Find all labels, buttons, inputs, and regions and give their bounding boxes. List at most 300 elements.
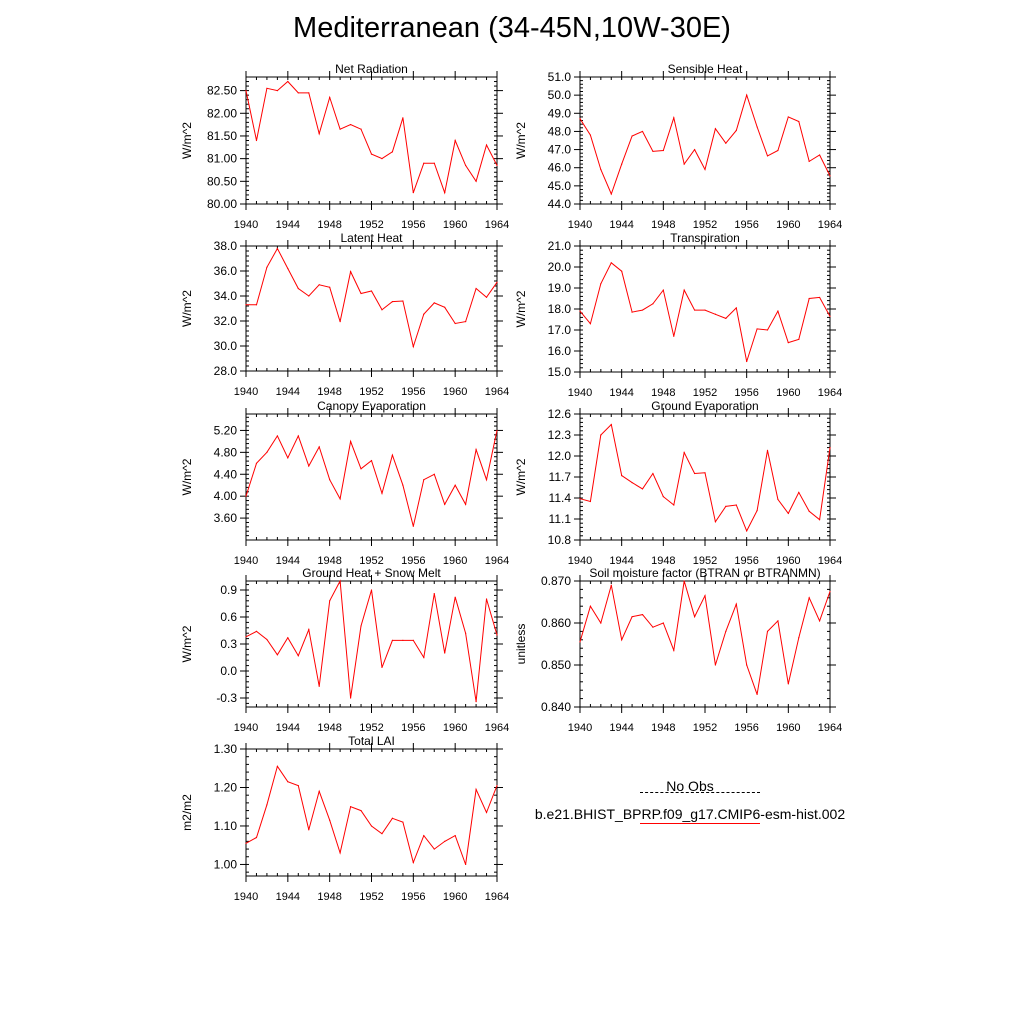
data-point xyxy=(475,288,476,289)
data-point xyxy=(684,452,685,453)
data-point xyxy=(704,169,705,170)
series-line xyxy=(580,581,830,694)
data-point xyxy=(423,163,424,164)
x-tick-label: 1940 xyxy=(233,555,259,567)
data-point xyxy=(340,852,341,853)
data-point xyxy=(777,311,778,312)
y-tick-label: 48.0 xyxy=(547,124,571,139)
data-point xyxy=(277,90,278,91)
data-point xyxy=(329,820,330,821)
figure-title: Mediterranean (34-45N,10W-30E) xyxy=(293,12,731,44)
data-point xyxy=(319,446,320,447)
y-tick-label: 81.00 xyxy=(206,151,237,166)
data-point xyxy=(350,271,351,272)
data-point xyxy=(642,309,643,310)
data-point xyxy=(756,510,757,511)
data-point xyxy=(287,637,288,638)
data-point xyxy=(600,434,601,435)
data-point xyxy=(590,134,591,135)
panel-title: Ground Heat + Snow Melt xyxy=(302,566,441,580)
panel-title: Soil moisture factor (BTRAN or BTRANMN) xyxy=(589,566,821,580)
data-point xyxy=(444,192,445,193)
data-point xyxy=(308,465,309,466)
data-point xyxy=(245,843,246,844)
panel-frame xyxy=(580,581,830,707)
y-tick-label: 5.20 xyxy=(213,423,237,438)
data-point xyxy=(496,282,497,283)
x-tick-label: 1952 xyxy=(359,555,384,567)
data-point xyxy=(809,511,810,512)
panel-frame xyxy=(580,77,830,204)
x-tick-label: 1940 xyxy=(233,891,259,903)
data-point xyxy=(455,140,456,141)
y-tick-label: 4.40 xyxy=(213,467,237,482)
data-point xyxy=(371,154,372,155)
data-point xyxy=(736,130,737,131)
data-point xyxy=(402,117,403,118)
data-point xyxy=(704,472,705,473)
data-point xyxy=(308,629,309,630)
data-point xyxy=(673,336,674,337)
panel-8 xyxy=(180,734,509,903)
data-point xyxy=(413,192,414,193)
y-tick-label: 19.0 xyxy=(547,281,571,295)
data-point xyxy=(329,479,330,480)
series-line xyxy=(246,430,497,526)
x-tick-label: 1964 xyxy=(817,219,843,231)
panel-title: Transpiration xyxy=(670,231,740,245)
data-point xyxy=(350,124,351,125)
data-point xyxy=(631,135,632,136)
x-tick-label: 1940 xyxy=(233,219,259,231)
panel-frame xyxy=(246,749,497,876)
data-point xyxy=(642,131,643,132)
y-tick-label: 10.8 xyxy=(547,533,571,547)
panel-frame xyxy=(246,414,497,540)
data-point xyxy=(381,309,382,310)
data-point xyxy=(756,694,757,695)
series-line xyxy=(580,425,830,531)
data-point xyxy=(360,293,361,294)
x-tick-label: 1940 xyxy=(567,722,593,734)
data-point xyxy=(266,88,267,89)
x-tick-label: 1956 xyxy=(734,555,759,567)
legend-obs-line xyxy=(640,792,760,793)
data-point xyxy=(590,606,591,607)
panel-title: Total LAI xyxy=(348,734,395,748)
panel-title: Sensible Heat xyxy=(667,62,743,76)
y-tick-label: -0.3 xyxy=(216,691,237,705)
y-tick-label: 49.0 xyxy=(547,106,571,121)
x-tick-label: 1952 xyxy=(692,387,718,399)
x-tick-label: 1940 xyxy=(233,386,259,398)
data-point xyxy=(579,498,580,499)
x-tick-label: 1944 xyxy=(609,555,634,567)
x-tick-label: 1948 xyxy=(317,219,342,231)
data-point xyxy=(402,485,403,486)
data-point xyxy=(715,664,716,665)
data-point xyxy=(725,143,726,144)
panel-ylabel: W/m^2 xyxy=(180,122,194,159)
y-tick-label: 80.50 xyxy=(206,174,237,189)
x-tick-label: 1964 xyxy=(484,386,510,398)
panel-ylabel: W/m^2 xyxy=(514,458,528,496)
data-point xyxy=(392,818,393,819)
data-point xyxy=(746,361,747,362)
data-point xyxy=(673,117,674,118)
data-point xyxy=(465,864,466,865)
data-point xyxy=(767,329,768,330)
panel-ylabel: unitless xyxy=(514,623,528,665)
x-tick-label: 1944 xyxy=(275,386,301,398)
data-point xyxy=(777,499,778,500)
y-tick-label: 47.0 xyxy=(547,142,571,157)
data-point xyxy=(287,81,288,82)
series-line xyxy=(580,95,830,194)
panel-ylabel: m2/m2 xyxy=(180,794,194,831)
x-tick-label: 1940 xyxy=(567,219,593,231)
x-tick-label: 1940 xyxy=(567,555,593,567)
data-point xyxy=(663,496,664,497)
series-line xyxy=(246,766,497,864)
data-point xyxy=(475,181,476,182)
x-tick-label: 1956 xyxy=(734,722,759,734)
y-tick-label: 1.20 xyxy=(213,780,237,795)
data-point xyxy=(371,460,372,461)
panel-frame xyxy=(580,414,830,540)
x-tick-label: 1952 xyxy=(692,722,718,734)
panel-title: Ground Evaporation xyxy=(651,399,759,413)
panel-0 xyxy=(180,62,509,231)
data-point xyxy=(308,295,309,296)
data-point xyxy=(694,473,695,474)
x-tick-label: 1952 xyxy=(692,555,718,567)
data-point xyxy=(381,833,382,834)
x-tick-label: 1952 xyxy=(359,891,384,903)
y-tick-label: 12.3 xyxy=(547,428,571,442)
data-point xyxy=(402,822,403,823)
series-line xyxy=(580,263,830,362)
data-point xyxy=(684,290,685,291)
x-tick-label: 1944 xyxy=(275,219,301,231)
y-tick-label: 12.0 xyxy=(547,449,571,463)
data-point xyxy=(725,631,726,632)
data-point xyxy=(256,304,257,305)
legend-obs-label: No Obs xyxy=(666,778,714,794)
y-tick-label: 0.870 xyxy=(540,574,571,588)
legend-obs-entry xyxy=(520,778,860,800)
data-point xyxy=(496,430,497,431)
data-point xyxy=(434,474,435,475)
data-point xyxy=(819,154,820,155)
y-tick-label: 0.3 xyxy=(220,637,237,651)
data-point xyxy=(340,129,341,130)
data-point xyxy=(621,475,622,476)
data-point xyxy=(423,835,424,836)
y-tick-label: 82.00 xyxy=(206,106,237,121)
data-point xyxy=(486,144,487,145)
data-point xyxy=(371,589,372,590)
data-point xyxy=(360,129,361,130)
y-tick-label: 82.50 xyxy=(206,83,237,98)
x-tick-label: 1964 xyxy=(817,722,843,734)
x-tick-label: 1948 xyxy=(317,891,342,903)
data-point xyxy=(245,90,246,91)
x-tick-label: 1960 xyxy=(776,555,801,567)
y-tick-label: 45.0 xyxy=(547,178,571,193)
data-point xyxy=(319,791,320,792)
data-point xyxy=(277,435,278,436)
data-point xyxy=(673,650,674,651)
x-tick-label: 1944 xyxy=(275,722,301,734)
panel-5 xyxy=(514,399,842,567)
legend-model-entry xyxy=(520,806,860,828)
data-point xyxy=(788,513,789,514)
data-point xyxy=(715,314,716,315)
data-point xyxy=(736,504,737,505)
x-tick-label: 1944 xyxy=(275,555,301,567)
data-point xyxy=(381,493,382,494)
legend-model-line-row xyxy=(520,828,860,850)
data-point xyxy=(663,622,664,623)
y-tick-label: 46.0 xyxy=(547,160,571,175)
data-point xyxy=(256,463,257,464)
data-point xyxy=(475,449,476,450)
x-tick-label: 1964 xyxy=(817,387,843,399)
data-point xyxy=(340,580,341,581)
data-point xyxy=(809,597,810,598)
panel-1 xyxy=(514,62,842,231)
data-point xyxy=(413,862,414,863)
panel-ylabel: W/m^2 xyxy=(514,290,528,328)
data-point xyxy=(287,457,288,458)
panel-6 xyxy=(180,566,509,734)
panel-ylabel: W/m^2 xyxy=(514,122,528,159)
data-point xyxy=(652,473,653,474)
data-point xyxy=(798,339,799,340)
data-point xyxy=(788,342,789,343)
data-point xyxy=(360,810,361,811)
y-tick-label: 50.0 xyxy=(547,88,571,103)
data-point xyxy=(809,298,810,299)
data-point xyxy=(746,530,747,531)
x-tick-label: 1956 xyxy=(401,555,426,567)
data-point xyxy=(444,504,445,505)
data-point xyxy=(600,622,601,623)
data-point xyxy=(642,614,643,615)
data-point xyxy=(819,519,820,520)
data-point xyxy=(788,683,789,684)
data-point xyxy=(371,290,372,291)
x-tick-label: 1964 xyxy=(484,219,510,231)
data-point xyxy=(798,492,799,493)
data-point xyxy=(736,307,737,308)
data-point xyxy=(381,667,382,668)
data-point xyxy=(287,268,288,269)
x-tick-label: 1952 xyxy=(359,386,384,398)
x-tick-label: 1964 xyxy=(484,555,510,567)
y-tick-label: 4.80 xyxy=(213,445,237,460)
data-point xyxy=(621,639,622,640)
data-point xyxy=(308,829,309,830)
data-point xyxy=(725,318,726,319)
data-point xyxy=(694,616,695,617)
x-tick-label: 1964 xyxy=(484,891,510,903)
y-tick-label: 11.7 xyxy=(548,470,571,484)
data-point xyxy=(611,262,612,263)
data-point xyxy=(413,526,414,527)
data-point xyxy=(455,485,456,486)
x-tick-label: 1956 xyxy=(734,387,759,399)
data-point xyxy=(287,781,288,782)
data-point xyxy=(371,825,372,826)
data-point xyxy=(829,316,830,317)
x-tick-label: 1940 xyxy=(567,387,593,399)
data-point xyxy=(600,169,601,170)
data-point xyxy=(434,593,435,594)
x-tick-label: 1960 xyxy=(442,722,468,734)
y-tick-label: 11.1 xyxy=(548,512,571,526)
data-point xyxy=(631,482,632,483)
data-point xyxy=(392,454,393,455)
panel-frame xyxy=(246,77,497,204)
data-point xyxy=(245,636,246,637)
y-tick-label: 80.00 xyxy=(206,197,237,211)
panel-ylabel: W/m^2 xyxy=(180,458,194,496)
data-point xyxy=(652,627,653,628)
x-tick-label: 1960 xyxy=(776,387,801,399)
data-point xyxy=(829,175,830,176)
data-point xyxy=(266,804,267,805)
x-tick-label: 1956 xyxy=(734,219,759,231)
panel-title: Canopy Evaporation xyxy=(317,399,426,413)
y-tick-label: 0.850 xyxy=(540,658,571,672)
data-point xyxy=(611,424,612,425)
data-point xyxy=(455,597,456,598)
data-point xyxy=(266,639,267,640)
x-tick-label: 1960 xyxy=(442,891,468,903)
x-tick-label: 1948 xyxy=(651,555,676,567)
y-tick-label: 81.50 xyxy=(206,128,237,143)
y-tick-label: 0.840 xyxy=(540,700,571,714)
data-point xyxy=(663,290,664,291)
data-point xyxy=(266,267,267,268)
data-point xyxy=(600,283,601,284)
data-point xyxy=(621,163,622,164)
x-tick-label: 1964 xyxy=(817,555,843,567)
data-point xyxy=(715,521,716,522)
panel-3 xyxy=(514,231,842,399)
y-tick-label: 15.0 xyxy=(547,365,571,379)
y-tick-label: 21.0 xyxy=(547,239,571,253)
data-point xyxy=(590,323,591,324)
y-tick-label: 18.0 xyxy=(547,302,571,316)
data-point xyxy=(413,640,414,641)
data-point xyxy=(465,165,466,166)
data-point xyxy=(423,479,424,480)
data-point xyxy=(829,591,830,592)
data-point xyxy=(767,450,768,451)
legend xyxy=(520,778,860,850)
series-line xyxy=(246,581,497,702)
data-point xyxy=(298,92,299,93)
y-tick-label: 0.0 xyxy=(220,664,237,678)
y-tick-label: 12.6 xyxy=(547,407,571,421)
data-point xyxy=(298,288,299,289)
data-point xyxy=(746,95,747,96)
y-tick-label: 4.00 xyxy=(213,489,237,504)
data-point xyxy=(611,585,612,586)
data-point xyxy=(756,126,757,127)
data-point xyxy=(277,248,278,249)
data-point xyxy=(340,321,341,322)
x-tick-label: 1956 xyxy=(401,722,426,734)
data-point xyxy=(819,620,820,621)
data-point xyxy=(590,501,591,502)
data-point xyxy=(652,151,653,152)
data-point xyxy=(350,441,351,442)
data-point xyxy=(715,128,716,129)
data-point xyxy=(350,697,351,698)
data-point xyxy=(423,657,424,658)
panel-title: Net Radiation xyxy=(335,62,408,76)
x-tick-label: 1960 xyxy=(442,219,468,231)
data-point xyxy=(319,284,320,285)
data-point xyxy=(777,150,778,151)
data-point xyxy=(684,163,685,164)
legend-model-label: b.e21.BHIST_BPRP.f09_g17.CMIP6-esm-hist.002 xyxy=(534,806,846,822)
data-point xyxy=(444,841,445,842)
data-point xyxy=(829,447,830,448)
y-tick-label: 32.0 xyxy=(213,314,237,328)
x-tick-label: 1944 xyxy=(609,219,634,231)
data-point xyxy=(402,300,403,301)
x-tick-label: 1944 xyxy=(275,891,301,903)
data-point xyxy=(621,271,622,272)
data-point xyxy=(381,158,382,159)
data-point xyxy=(392,301,393,302)
y-tick-label: 44.0 xyxy=(547,197,571,211)
x-tick-label: 1948 xyxy=(317,386,342,398)
y-tick-label: 28.0 xyxy=(213,364,237,378)
data-point xyxy=(434,163,435,164)
panel-7 xyxy=(514,566,842,734)
data-point xyxy=(277,654,278,655)
y-tick-label: 1.00 xyxy=(213,857,237,872)
data-point xyxy=(579,118,580,119)
data-point xyxy=(777,620,778,621)
data-point xyxy=(746,664,747,665)
y-tick-label: 3.60 xyxy=(213,511,237,526)
y-tick-label: 16.0 xyxy=(547,344,571,358)
data-point xyxy=(579,311,580,312)
x-tick-label: 1956 xyxy=(401,219,426,231)
y-tick-label: 17.0 xyxy=(547,323,571,337)
x-tick-label: 1948 xyxy=(317,555,342,567)
x-tick-label: 1952 xyxy=(359,722,384,734)
series-line xyxy=(246,82,497,193)
data-point xyxy=(360,625,361,626)
data-point xyxy=(444,307,445,308)
data-point xyxy=(465,321,466,322)
panel-frame xyxy=(580,246,830,372)
data-point xyxy=(767,631,768,632)
x-tick-label: 1964 xyxy=(484,722,510,734)
data-point xyxy=(266,452,267,453)
y-tick-label: 51.0 xyxy=(547,70,571,84)
x-tick-label: 1948 xyxy=(651,722,676,734)
data-point xyxy=(329,97,330,98)
